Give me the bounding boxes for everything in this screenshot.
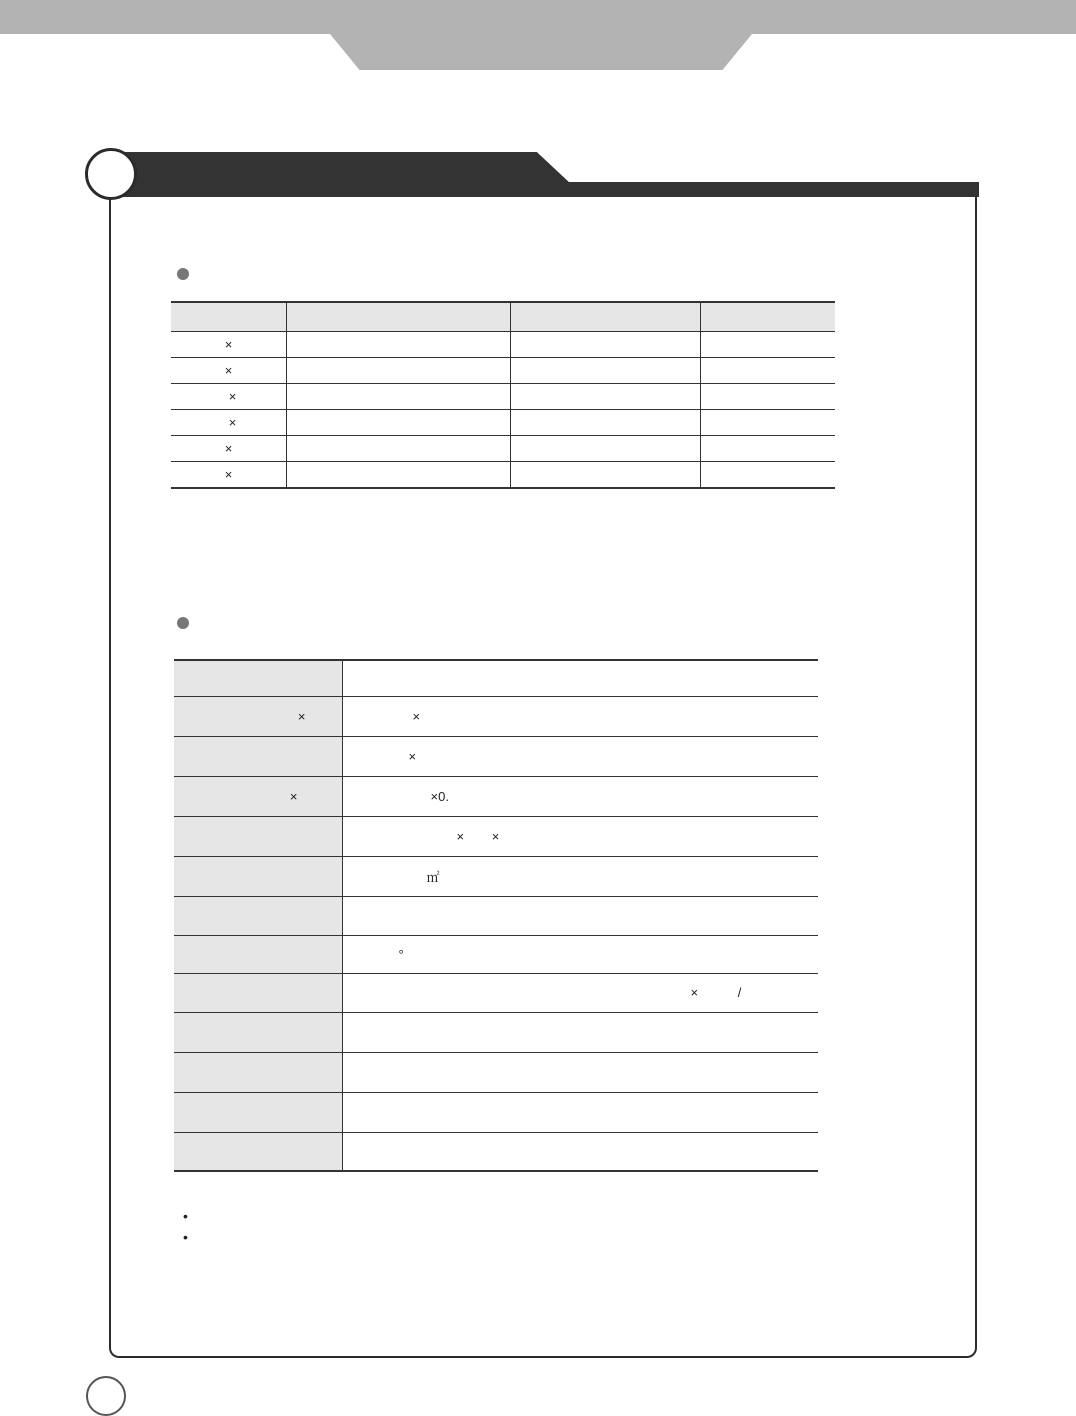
table-row: [174, 816, 818, 856]
spec-value: ×0.: [342, 776, 818, 816]
spec-label: [174, 816, 342, 856]
spec-value: ×: [342, 696, 818, 736]
spec-value: °: [342, 935, 818, 973]
table-cell: [287, 384, 511, 410]
spec-value: ㎡: [342, 856, 818, 896]
section-bullet-2: [177, 617, 189, 629]
spec-value: [342, 1092, 818, 1132]
spec-value: [342, 1012, 818, 1052]
spec-label: ×: [174, 776, 342, 816]
table-row: [171, 436, 835, 462]
table-row: [174, 1052, 818, 1092]
spec-label: [174, 736, 342, 776]
top-tab: [330, 34, 752, 70]
table-row: [174, 696, 818, 736]
spec-label: [174, 1052, 342, 1092]
table-cell: [701, 436, 836, 462]
top-band: [0, 0, 1076, 34]
spec-value: [342, 1052, 818, 1092]
spec-value: ×: [342, 736, 818, 776]
table-cell: [287, 358, 511, 384]
table-cell: [701, 358, 836, 384]
spec-label: [174, 660, 342, 696]
spec-value: × /: [342, 973, 818, 1012]
table-row: [174, 896, 818, 935]
spec-label: [174, 1012, 342, 1052]
spec-value: [342, 1132, 818, 1171]
table-cell: [511, 462, 701, 489]
table-cell: [511, 332, 701, 358]
header-cell: [511, 302, 701, 332]
note-bullet: •: [183, 1208, 188, 1224]
spec-label: [174, 1132, 342, 1171]
table-cell: [511, 436, 701, 462]
table-cell: [287, 436, 511, 462]
table-cell: [287, 462, 511, 489]
table-cell: ×: [171, 358, 287, 384]
page-number-circle: [86, 1376, 126, 1416]
table-cell: [287, 332, 511, 358]
header-cell: [287, 302, 511, 332]
table-cell: ×: [171, 384, 287, 410]
spec-value: [342, 660, 818, 696]
table-row: [174, 1092, 818, 1132]
spec-label: [174, 935, 342, 973]
table-row: [174, 660, 818, 696]
table-cell: [701, 332, 836, 358]
table-row: [171, 358, 835, 384]
section-bullet-1: [177, 268, 189, 280]
section-number-circle: [85, 148, 137, 200]
size-table: [171, 301, 835, 489]
table-cell: [287, 410, 511, 436]
table-row: [174, 1132, 818, 1171]
table-row: [174, 973, 818, 1012]
table-cell: ×: [171, 436, 287, 462]
table-cell: ×: [171, 462, 287, 489]
table-row: [171, 410, 835, 436]
header-cell: [171, 302, 287, 332]
table-row: [174, 935, 818, 973]
table-cell: [701, 410, 836, 436]
note-bullet: •: [183, 1229, 188, 1245]
table-row: [171, 384, 835, 410]
spec-label: ×: [174, 696, 342, 736]
spec-label: [174, 1092, 342, 1132]
spec-value: × ×: [342, 816, 818, 856]
table-cell: [511, 384, 701, 410]
table-row: [171, 332, 835, 358]
spec-label: [174, 896, 342, 935]
spec-table: [174, 659, 818, 1172]
size-table-header: [171, 302, 835, 332]
table-cell: [511, 410, 701, 436]
table-row: [171, 462, 835, 489]
table-row: [174, 856, 818, 896]
spec-label: [174, 973, 342, 1012]
table-cell: ×: [171, 332, 287, 358]
table-cell: [701, 384, 836, 410]
table-row: [174, 1012, 818, 1052]
section-header-bar: [109, 152, 569, 197]
table-row: [174, 776, 818, 816]
spec-label: [174, 856, 342, 896]
table-row: [174, 736, 818, 776]
spec-value: [342, 896, 818, 935]
table-cell: [701, 462, 836, 489]
section-header-line: [560, 182, 979, 197]
table-cell: ×: [171, 410, 287, 436]
header-cell: [701, 302, 836, 332]
table-cell: [511, 358, 701, 384]
